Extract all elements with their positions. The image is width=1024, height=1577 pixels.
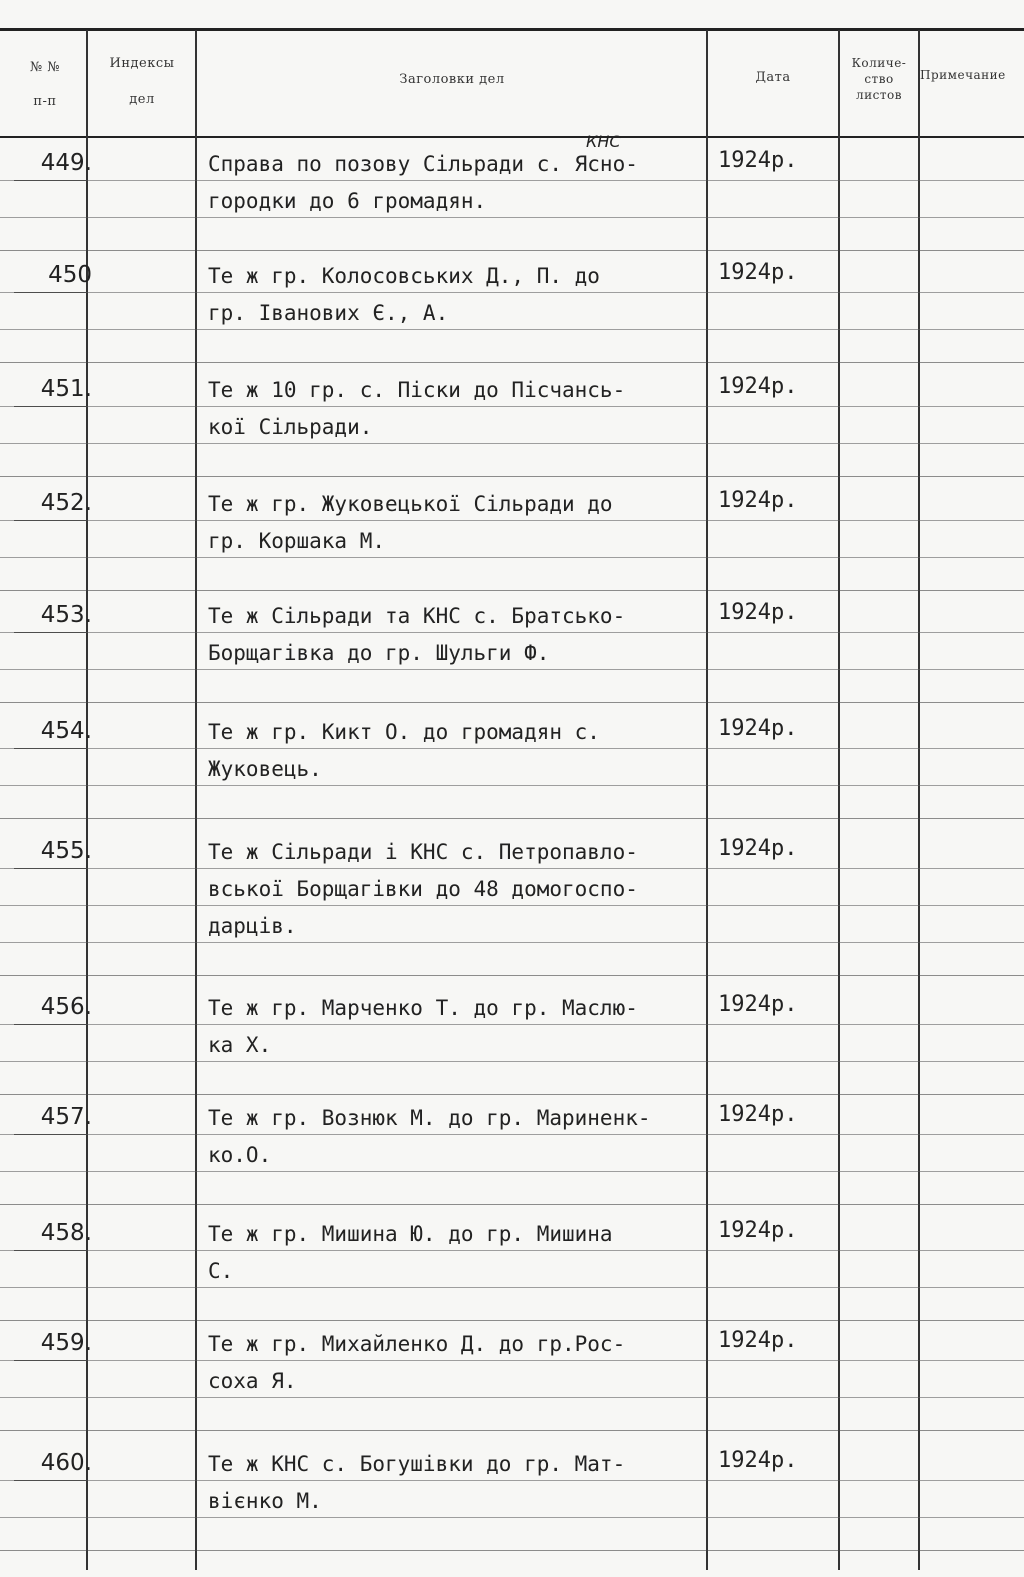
case-title-line: гр. Коршака М. <box>208 529 386 553</box>
case-date: 1924р. <box>718 148 798 173</box>
row-separator <box>0 1320 1024 1321</box>
case-title-line: Те ж гр. Марченко Т. до гр. Маслю- <box>208 996 638 1020</box>
row-separator <box>0 818 1024 819</box>
row-number: 452. <box>40 490 92 516</box>
table-top-border <box>0 28 1024 31</box>
ruled-line <box>0 1480 1024 1481</box>
case-title-line: Борщагівка до гр. Шульги Ф. <box>208 641 550 665</box>
header-indexes-sub: дел <box>129 92 155 107</box>
case-title-line: ка Х. <box>208 1033 272 1057</box>
case-title-line: Те ж гр. Вознюк М. до гр. Мариненк- <box>208 1106 651 1130</box>
case-title-line: дарців. <box>208 914 297 938</box>
ruled-line <box>0 1360 1024 1361</box>
ruled-line <box>0 1517 1024 1518</box>
row-number: 455. <box>40 838 92 864</box>
case-title-line: ко.О. <box>208 1143 272 1167</box>
ruled-line <box>0 1287 1024 1288</box>
ruled-line <box>0 406 1024 407</box>
case-title-line: городки до 6 громадян. <box>208 189 487 213</box>
row-separator <box>0 975 1024 976</box>
row-separator <box>0 590 1024 591</box>
ruled-line <box>0 557 1024 558</box>
row-separator <box>0 362 1024 363</box>
header-count-3: листов <box>856 88 902 102</box>
case-title-line: Те ж гр. Колосовських Д., П. до <box>208 264 600 288</box>
case-date: 1924р. <box>718 716 798 741</box>
column-divider <box>838 30 840 1570</box>
ruled-line <box>0 1024 1024 1025</box>
case-title-line: Жуковець. <box>208 757 322 781</box>
ruled-line <box>0 1171 1024 1172</box>
column-divider <box>195 30 197 1570</box>
header-date: Дата <box>755 70 791 85</box>
header-count-1: Количе- <box>851 56 907 70</box>
case-title-line: Те ж 10 гр. с. Піски до Пісчансь- <box>208 378 626 402</box>
ruled-line <box>0 785 1024 786</box>
case-title-line: Те ж гр. Михайленко Д. до гр.Рос- <box>208 1332 626 1356</box>
ruled-line <box>0 748 1024 749</box>
ruled-line <box>0 632 1024 633</box>
ruled-line <box>0 520 1024 521</box>
row-separator <box>0 1204 1024 1205</box>
case-date: 1924р. <box>718 1448 798 1473</box>
header-indexes: Индексы <box>109 56 175 71</box>
header-number: № № <box>29 60 61 75</box>
row-separator <box>0 476 1024 477</box>
row-number: 456. <box>40 994 92 1020</box>
ruled-line <box>0 868 1024 869</box>
header-notes: Примечание <box>920 68 1006 82</box>
ruled-line <box>0 905 1024 906</box>
ruled-line <box>0 942 1024 943</box>
row-number: 459. <box>40 1330 92 1356</box>
case-title-line: соха Я. <box>208 1369 297 1393</box>
case-date: 1924р. <box>718 836 798 861</box>
case-date: 1924р. <box>718 1218 798 1243</box>
row-number: 454. <box>40 718 92 744</box>
row-number: 460. <box>40 1450 92 1476</box>
case-date: 1924р. <box>718 992 798 1017</box>
row-number: 449. <box>40 150 92 176</box>
header-number-sub: п-п <box>33 94 57 109</box>
column-divider <box>918 30 920 1570</box>
ruled-line <box>0 669 1024 670</box>
case-date: 1924р. <box>718 1102 798 1127</box>
header-titles: Заголовки дел <box>399 72 505 87</box>
row-separator <box>0 702 1024 703</box>
case-date: 1924р. <box>718 260 798 285</box>
row-number: 458. <box>40 1220 92 1246</box>
handwritten-annotation: КНС <box>586 132 621 151</box>
case-title-line: Те ж гр. Жуковецької Сільради до <box>208 492 613 516</box>
case-title-line: Те ж КНС с. Богушівки до гр. Мат- <box>208 1452 626 1476</box>
header-count-2: ство <box>864 72 894 86</box>
header-bottom-border <box>0 136 1024 138</box>
ruled-line <box>0 292 1024 293</box>
case-title-line: вської Борщагівки до 48 домогоспо- <box>208 877 638 901</box>
row-separator <box>0 250 1024 251</box>
case-title-line: Справа по позову Сільради с. Ясно- <box>208 152 638 176</box>
ruled-line <box>0 1397 1024 1398</box>
case-title-line: гр. Іванових Є., А. <box>208 301 449 325</box>
ruled-line <box>0 180 1024 181</box>
row-number: 450 <box>48 262 92 288</box>
case-title-line: Те ж Сільради та КНС с. Братсько- <box>208 604 626 628</box>
row-separator <box>0 1094 1024 1095</box>
case-date: 1924р. <box>718 1328 798 1353</box>
case-title-line: кої Сільради. <box>208 415 373 439</box>
row-separator <box>0 1430 1024 1431</box>
case-date: 1924р. <box>718 488 798 513</box>
case-title-line: вієнко М. <box>208 1489 322 1513</box>
case-title-line: Те ж гр. Мишина Ю. до гр. Мишина <box>208 1222 613 1246</box>
case-date: 1924р. <box>718 374 798 399</box>
row-number: 451. <box>40 376 92 402</box>
ruled-line <box>0 443 1024 444</box>
row-separator <box>0 1550 1024 1551</box>
case-title-line: С. <box>208 1259 234 1283</box>
ruled-line <box>0 1134 1024 1135</box>
row-number: 453. <box>40 602 92 628</box>
ruled-line <box>0 1061 1024 1062</box>
case-date: 1924р. <box>718 600 798 625</box>
row-number: 457. <box>40 1104 92 1130</box>
ruled-line <box>0 217 1024 218</box>
ruled-line <box>0 1250 1024 1251</box>
ruled-line <box>0 329 1024 330</box>
case-title-line: Те ж гр. Кикт О. до громадян с. <box>208 720 600 744</box>
case-title-line: Те ж Сільради і КНС с. Петропавло- <box>208 840 638 864</box>
